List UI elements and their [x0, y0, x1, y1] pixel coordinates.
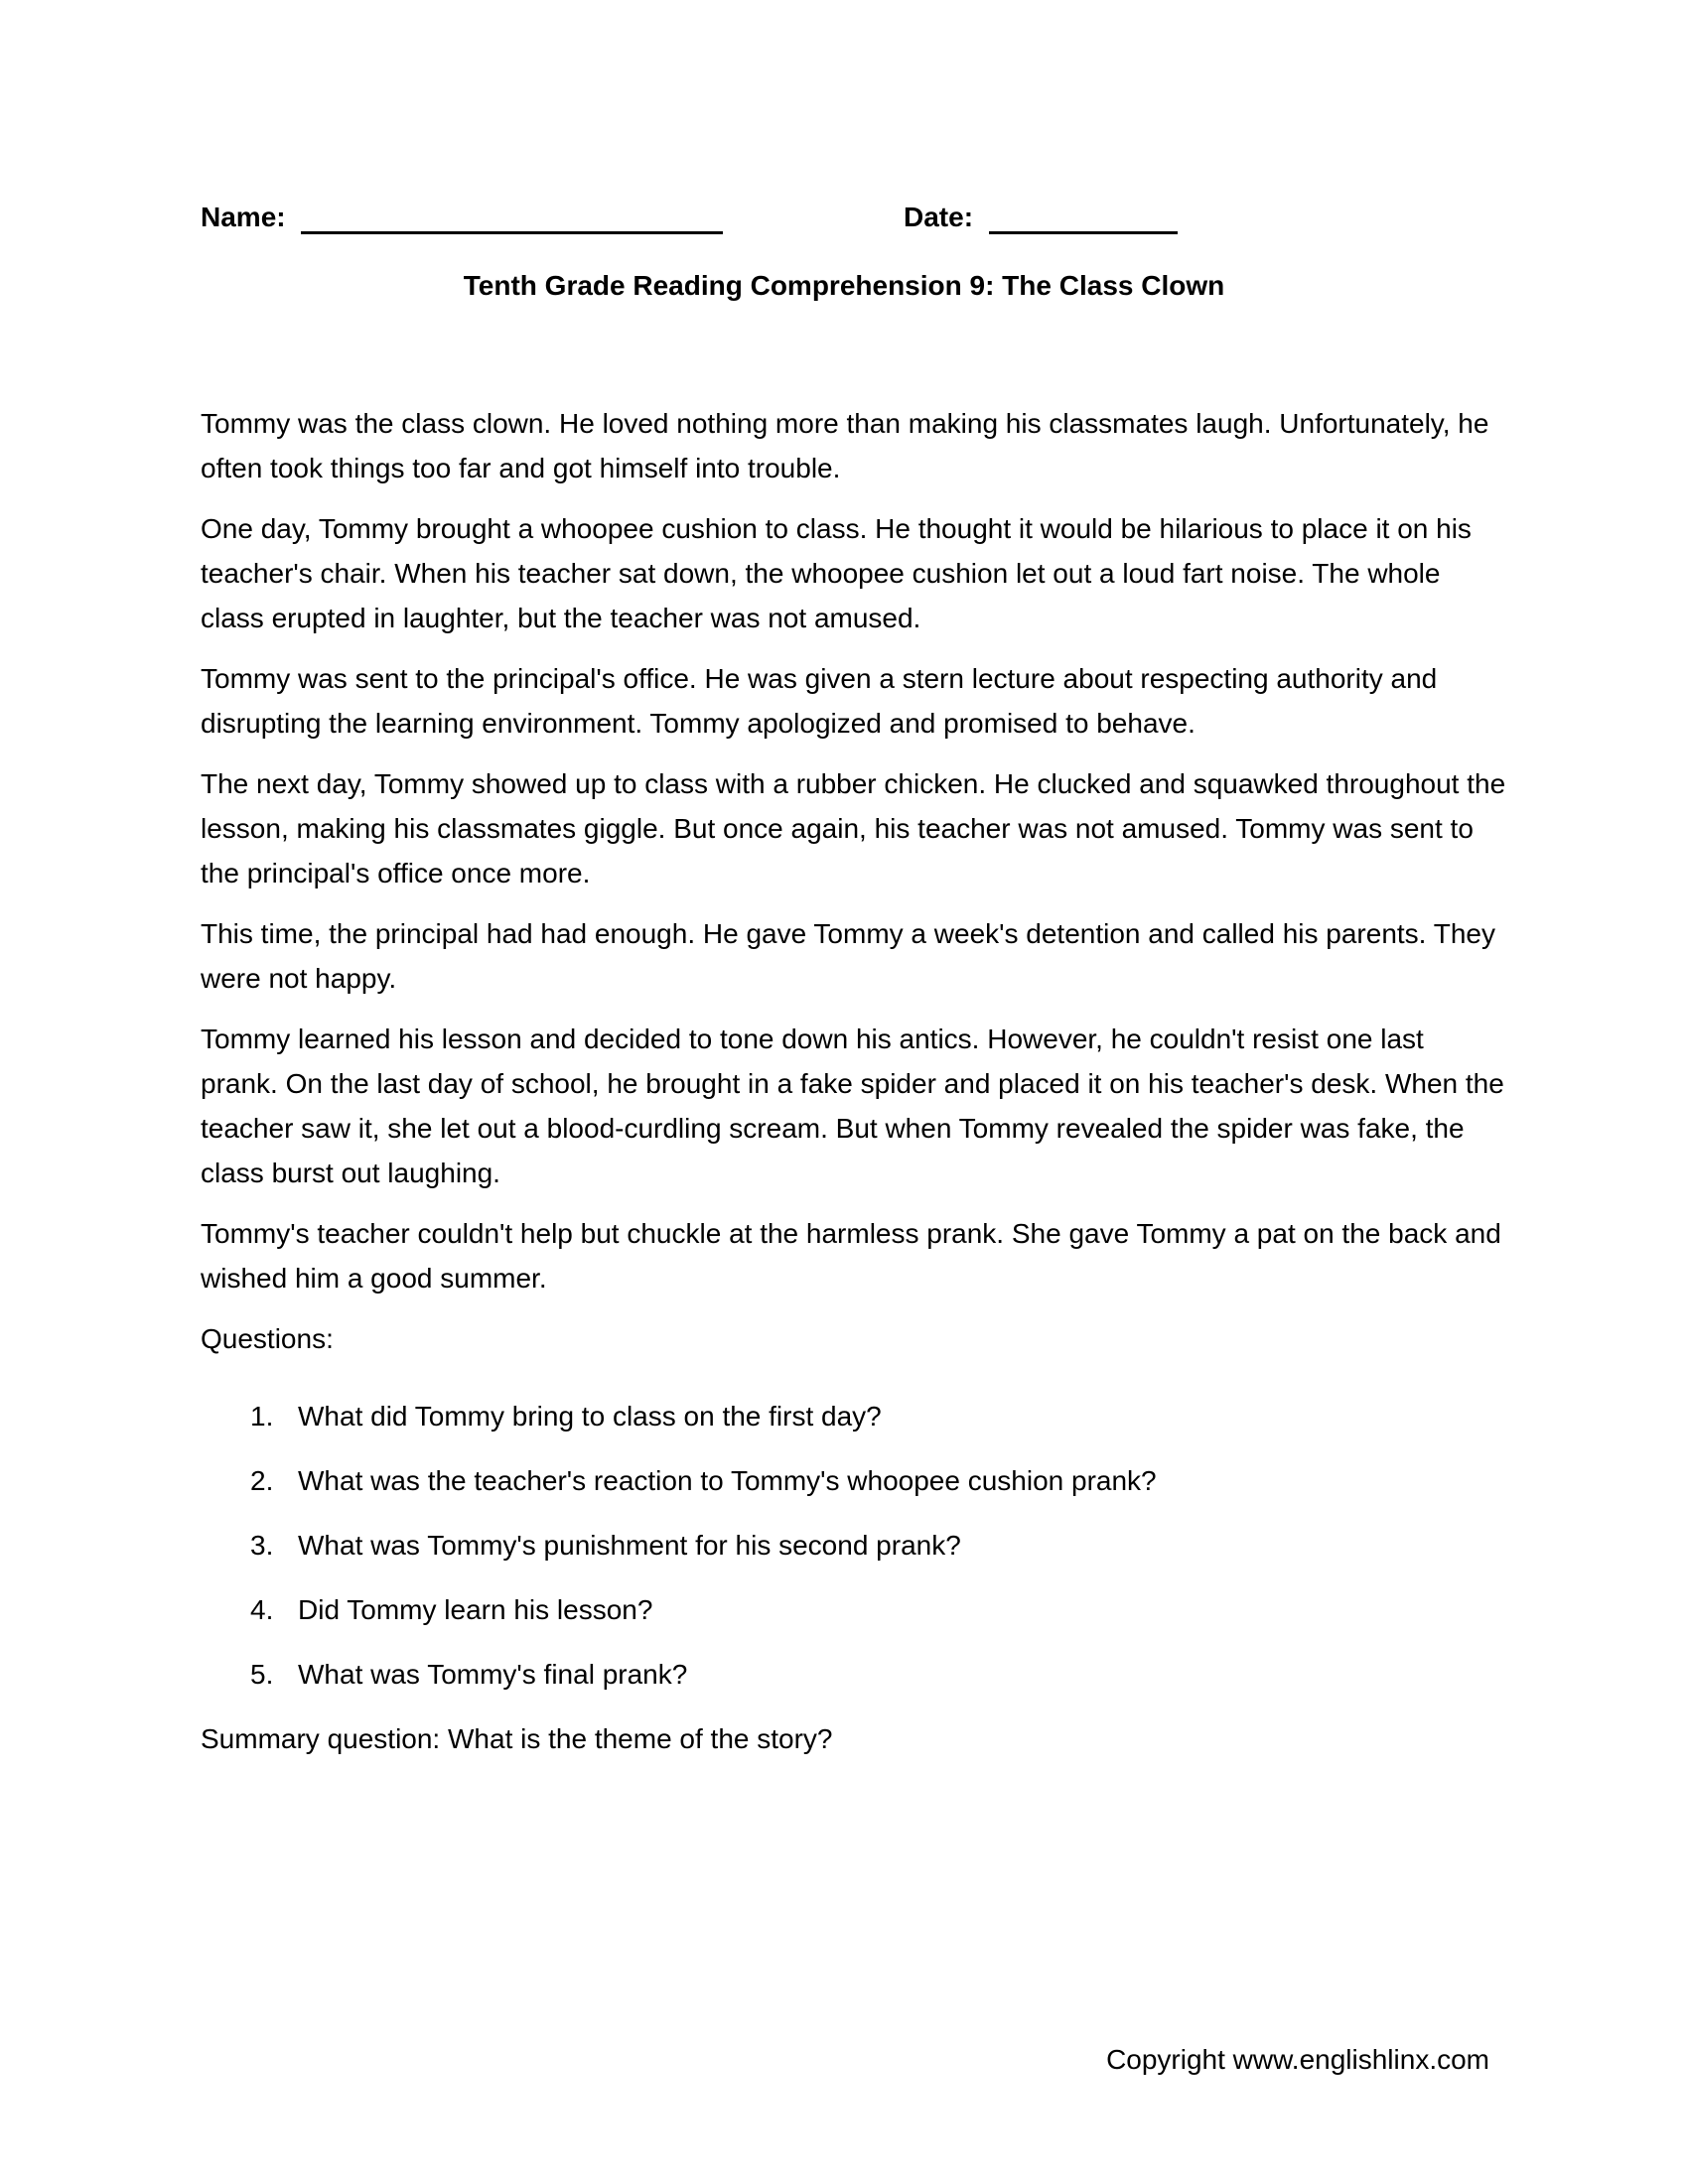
- question-item: [201, 1458, 1507, 1503]
- question-text: What was the teacher's reaction to Tommy's whoopee cushion prank?: [298, 1465, 1157, 1496]
- copyright-footer: Copyright www.englishlinx.com: [1106, 2044, 1489, 2075]
- header-row: [201, 195, 1489, 244]
- story-paragraph: Tommy was the class clown. He loved nothing more than making his classmates laugh. Unfortunately, he often took things too far and got himself into trouble.: [201, 408, 1489, 483]
- questions-heading: Questions:: [201, 1323, 334, 1354]
- name-field-group: [201, 202, 723, 232]
- question-text: What was Tommy's final prank?: [298, 1659, 688, 1690]
- question-number: 3.: [250, 1530, 274, 1561]
- summary-question: Summary question: What is the theme of the story?: [201, 1723, 833, 1754]
- page-title: Tenth Grade Reading Comprehension 9: The Class Clown: [463, 270, 1225, 301]
- name-label: Name:: [201, 202, 286, 232]
- question-item: [201, 1394, 1507, 1438]
- questions-list: [201, 1394, 1507, 1697]
- date-field-group: [904, 195, 1178, 239]
- story-content: [201, 401, 1507, 1777]
- date-label: Date:: [904, 202, 974, 232]
- story-paragraph: Tommy learned his lesson and decided to tone down his antics. However, he couldn't resist one last prank. On the last day of school, he brought in a fake spider and placed it on his teacher's desk. When the teacher saw it, she let out a blood-curdling scream. But when Tommy revealed the spider was fake, the class burst out laughing.: [201, 1024, 1504, 1188]
- question-item: [201, 1587, 1507, 1632]
- question-item: [201, 1523, 1507, 1568]
- name-blank-line: [301, 231, 723, 234]
- story-paragraph: Tommy's teacher couldn't help but chuckle at the harmless prank. She gave Tommy a pat on the back and wished him a good summer.: [201, 1218, 1501, 1294]
- story-paragraph: Tommy was sent to the principal's office. He was given a stern lecture about respecting authority and disrupting the learning environment. Tommy apologized and promised to behave.: [201, 663, 1438, 739]
- story-paragraph: This time, the principal had had enough. He gave Tommy a week's detention and called his parents. They were not happy.: [201, 918, 1495, 994]
- question-item: [201, 1652, 1507, 1697]
- question-number: 5.: [250, 1659, 274, 1690]
- question-text: What did Tommy bring to class on the first day?: [298, 1401, 882, 1432]
- question-number: 4.: [250, 1594, 274, 1625]
- question-text: What was Tommy's punishment for his second prank?: [298, 1530, 961, 1561]
- question-number: 2.: [250, 1465, 274, 1496]
- question-number: 1.: [250, 1401, 274, 1432]
- date-blank-line: [989, 231, 1178, 234]
- story-paragraph: The next day, Tommy showed up to class with a rubber chicken. He clucked and squawked throughout the lesson, making his classmates giggle. But once again, his teacher was not amused. Tommy was sent to the principal's office once more.: [201, 768, 1506, 888]
- question-text: Did Tommy learn his lesson?: [298, 1594, 653, 1625]
- story-paragraph: One day, Tommy brought a whoopee cushion to class. He thought it would be hilarious to place it on his teacher's chair. When his teacher sat down, the whoopee cushion let out a loud fart noise. The whole class erupted in laughter, but the teacher was not amused.: [201, 513, 1472, 633]
